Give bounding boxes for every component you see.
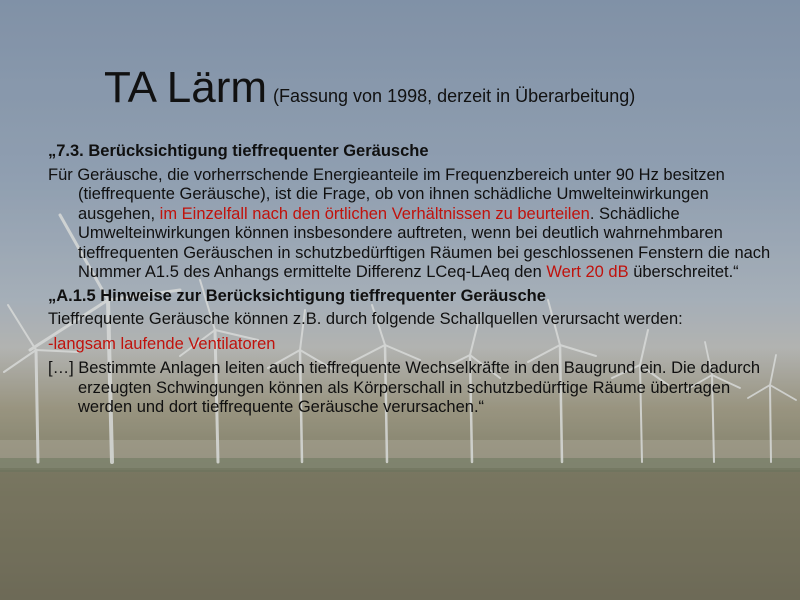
slide-body: [48, 142, 788, 422]
paragraph-tieffrequente-definition: [48, 166, 788, 283]
para1-highlight-einzelfall: im Einzelfall nach den örtlichen Verhältnissen zu beurteilen: [159, 204, 590, 223]
paragraph-koerperschall: […] Bestimmte Anlagen leiten auch tieffrequente Wechselkräfte in den Baugrund ein. Die dadurch erzeugten Schwingungen können als Körperschall in schutzbedürftige Räume übertragen werden und dort tieffrequente Geräusche verursachen.“: [48, 359, 761, 416]
list-item-ventilatoren: -langsam laufende Ventilatoren: [48, 334, 276, 353]
para1-highlight-20db: Wert 20 dB: [546, 263, 629, 281]
section-heading-a-1-5: „A.1.5 Hinweise zur Berücksichtigung tieffrequenter Geräusche: [48, 286, 546, 305]
title-main: TA Lärm: [104, 63, 268, 112]
para1-text-3: überschreitet.“: [628, 263, 739, 281]
para1-text-1: Für Geräusche, die vorherrschende Energieanteile im Frequenzbereich unter 90 Hz besitzen (tieffrequente Geräusche), ist die Frage, ob von ihnen schädliche Umwelteinwirkungen ausgehen,: [48, 165, 725, 223]
title-subtitle: (Fassung von 1998, derzeit in Überarbeitung): [273, 86, 636, 106]
paragraph-schallquellen: Tieffrequente Geräusche können z.B. durch folgende Schallquellen verursacht werden:: [48, 310, 683, 328]
slide-title: [104, 62, 635, 122]
para1-text-2: . Schädliche Umwelteinwirkungen können insbesondere auftreten, wenn bei deutlich wahrnehmbaren tieffrequenten Geräuschen in schutzbedürftigen Räumen bei geschlossenen Fenstern die nach Nummer A1.5 des Anhangs ermittelte Differenz LCeq-LAeq den: [78, 204, 771, 281]
section-heading-7-3: „7.3. Berücksichtigung tieffrequenter Geräusche: [48, 142, 429, 160]
